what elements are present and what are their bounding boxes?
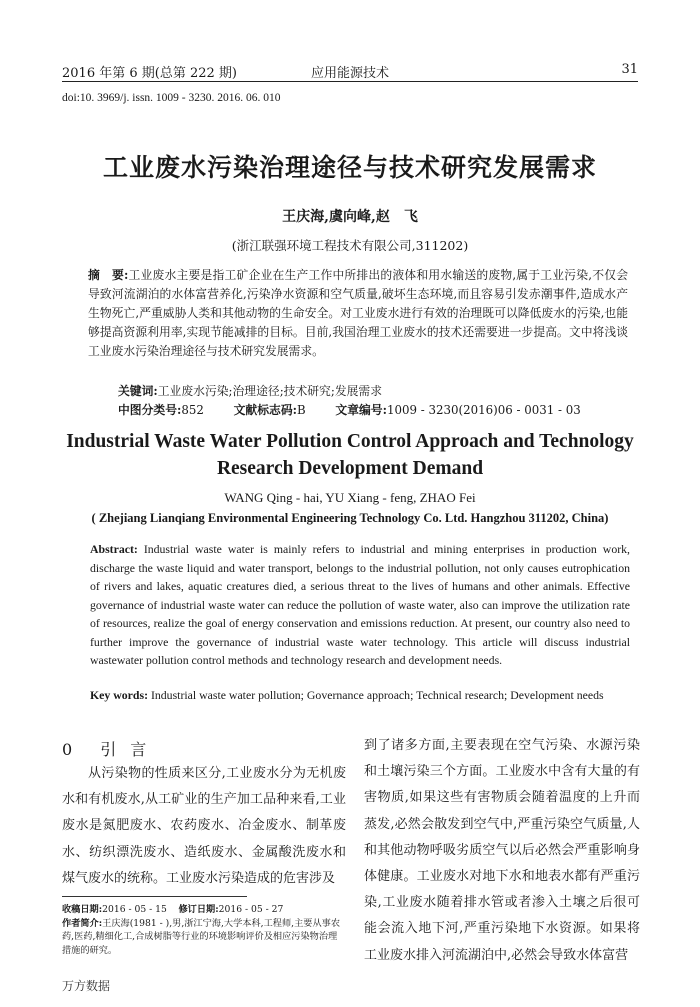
clc-code: 中图分类号:852 [118, 403, 204, 417]
section-number: 0 [62, 740, 75, 759]
footnote [62, 903, 346, 957]
abstract-cn [88, 266, 628, 361]
abstract-en-label: Abstract: [90, 542, 138, 556]
authors-cn: 王庆海,虞向峰,赵 飞 [282, 209, 418, 225]
section-heading [62, 737, 160, 760]
watermark: 万方数据 [62, 979, 111, 993]
article-number: 文章编号:1009 - 3230(2016)06 - 0031 - 03 [335, 403, 581, 417]
keywords-en [90, 686, 630, 705]
keywords-cn-label: 关键词: [118, 384, 158, 398]
body-right-column: 到了诸多方面,主要表现在空气污染、水源污染和土壤污染三个方面。工业废水中含有大量的有害物质,如果这些有害物质会随着温度的上升而蒸发,必然会散发到空气中,严重污染空气质量,人和其他动物呼吸劣质空气以后必然会严重影响身体健康。工业废水对地下水和地表水都有严重污染,工业废水随着排水管或者渗入土壤之后很可能会流入地下河,严重污染地下水资源。如果将工业废水排入河流湖泊中,必然会导致水体富营 [364, 738, 640, 963]
header-rule [62, 81, 638, 82]
footnote-rule [62, 896, 247, 897]
abstract-cn-label: 摘 要: [88, 268, 129, 282]
keywords-en-label: Key words: [90, 688, 148, 702]
abstract-en-text: Industrial waste water is mainly refers to industrial and mining enterprises in production work, discharge the waste liquid and water transport, belongs to the industrial pollution, not only causes eutrophication of rivers and lakes, aquatic creatures died, a serious threat to the lives of humans and other animals. Effective governance of industrial waste water can reduce the pollution of waste water, also can improve the utilization rate of resources, realize the goal of energy conservation and emissions reduction. At present, our country also need to further improve the governance of industrial waste water technology. This article will discuss industrial wastewater pollution control methods and technology research and development needs. [90, 542, 630, 667]
section-title: 引言 [100, 740, 161, 759]
abstract-cn-text: 工业废水主要是指工矿企业在生产工作中所排出的液体和用水输送的废物,属于工业污染,不仅会导致河流湖泊的水体富营养化,污染净水资源和空气质量,破坏生态环境,而且容易引发赤潮事件,造成水产生物死亡,严重威胁人类和其他动物的生命安全。对工业废水进行有效的治理既可以降低废水的污染,也能够提高资源利用率,实现节能减排的目标。目前,我国治理工业废水的技术还需要进一步提高。文中将浅谈工业废水污染治理途径与技术研究发展需求。 [88, 268, 628, 358]
footnote-dates: 收稿日期:2016 - 05 - 15 修订日期:2016 - 05 - 27 [62, 904, 284, 915]
doi: doi:10. 3969/j. issn. 1009 - 3230. 2016. 06. 010 [62, 92, 281, 104]
keywords-en-text: Industrial waste water pollution; Governance approach; Technical research; Development needs [150, 688, 604, 702]
title-cn: 工业废水污染治理途径与技术研究发展需求 [102, 153, 597, 182]
running-header-issue: 2016 年第 6 期(总第 222 期) [62, 66, 237, 81]
footnote-author: 作者简介:王庆海(1981 - ),男,浙江宁海,大学本科,工程师,主要从事农药,医药,精细化工,合成树脂等行业的环境影响评价及相应污染物治理措施的研究。 [62, 917, 341, 956]
document-code: 文献标志码:B [233, 403, 306, 417]
body-left-column: 从污染物的性质来区分,工业废水分为无机废水和有机废水,从工矿业的生产加工品种来看,工业废水是氮肥废水、农药废水、冶金废水、制革废水、纺织漂洗废水、造纸废水、金属酸洗废水和煤气废水的统称。工业废水污染造成的危害涉及 [62, 766, 346, 886]
affiliation-cn: (浙江联强环境工程技术有限公司,311202) [231, 238, 469, 253]
abstract-en [90, 540, 630, 670]
page-number: 31 [621, 62, 638, 77]
keywords-cn-text: 工业废水污染;治理途径;技术研究;发展需求 [157, 384, 383, 398]
authors-en: WANG Qing - hai, YU Xiang - feng, ZHAO Fei [224, 490, 476, 505]
affiliation-en: ( Zhejiang Lianqiang Environmental Engineering Technology Co. Ltd. Hangzhou 311202, China) [91, 511, 609, 525]
title-en: Industrial Waste Water Pollution Control Approach and Technology Research Development Demand [66, 431, 634, 479]
running-header-journal: 应用能源技术 [310, 66, 389, 81]
keywords-cn [118, 382, 638, 401]
classification-line [118, 401, 638, 420]
